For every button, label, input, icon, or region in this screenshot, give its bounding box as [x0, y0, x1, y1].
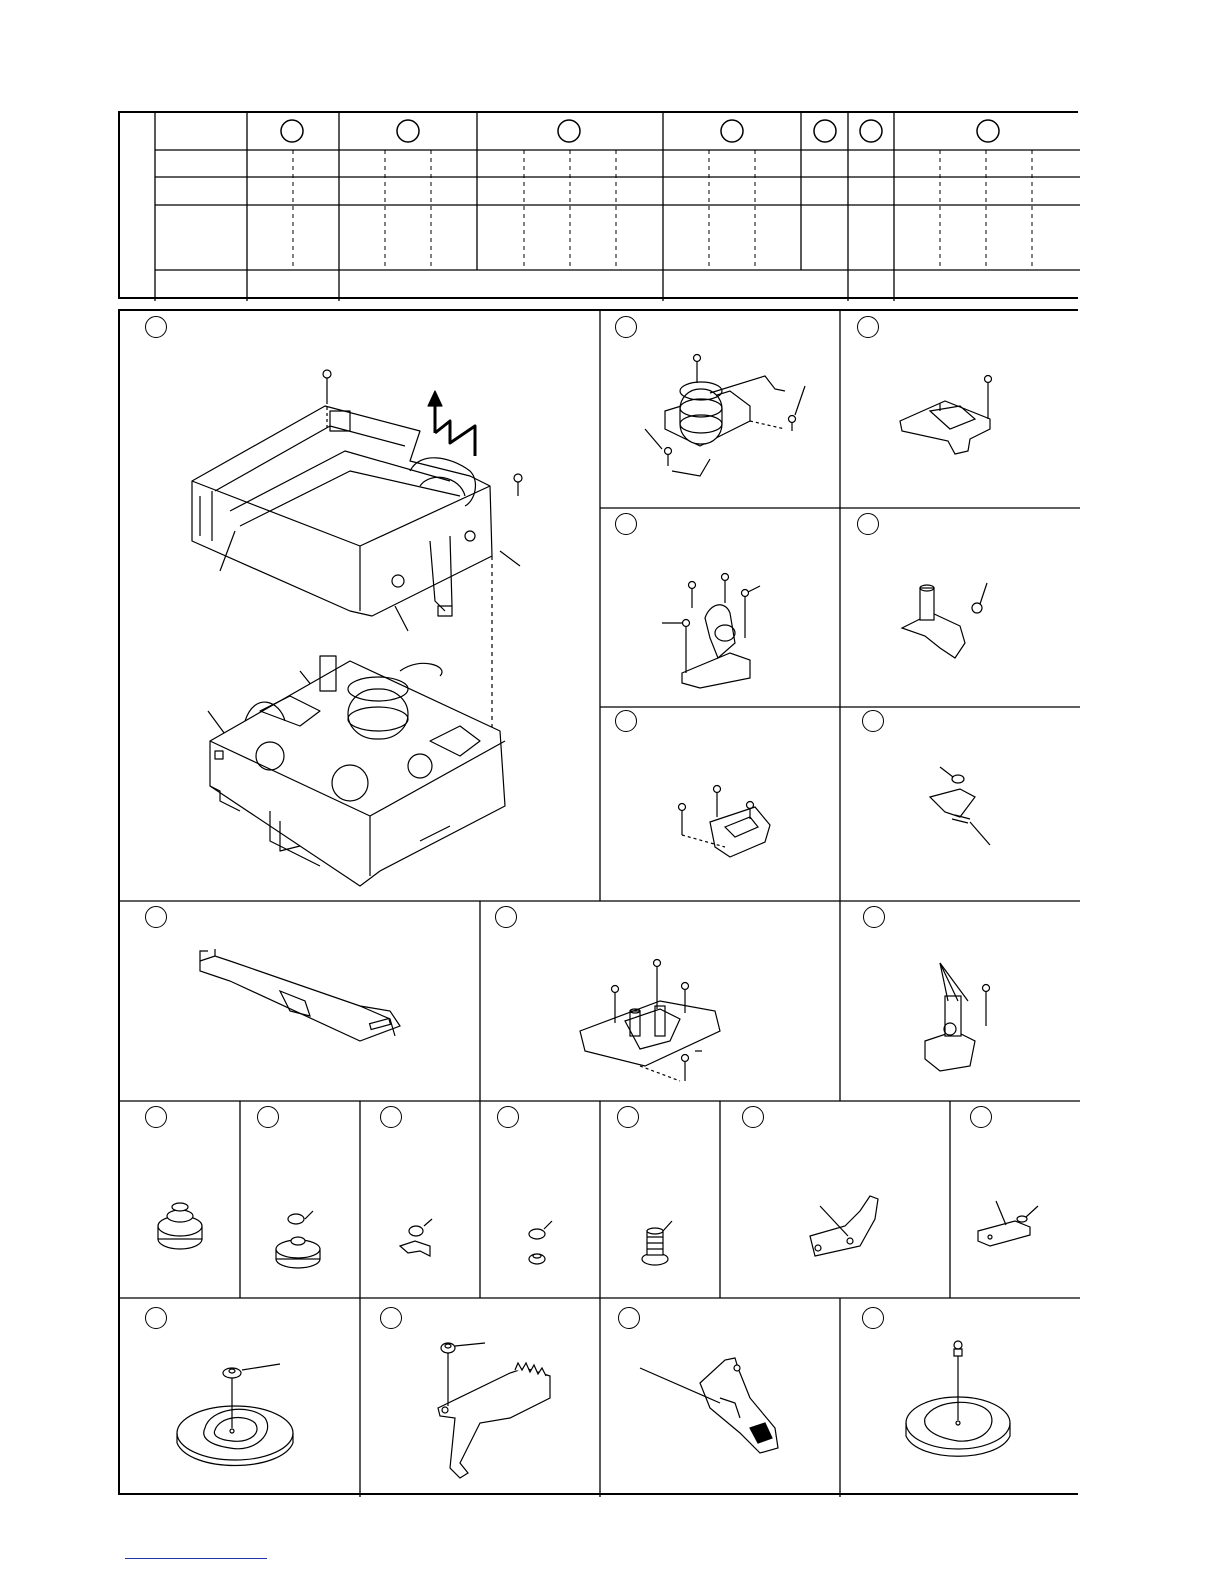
main-cam-illustration [840, 1298, 1080, 1497]
holder-illustration [840, 901, 1080, 1101]
panel-gear-3 [360, 1101, 480, 1298]
panel-lever-a [840, 508, 1080, 707]
panel-gear-4 [480, 1101, 600, 1298]
panel-lever-c [950, 1101, 1080, 1298]
panel-capstan-motor [600, 311, 840, 508]
panel-gear-1 [120, 1101, 240, 1298]
cam-gear-illustration [120, 1298, 360, 1497]
panel-cam-gear [120, 1298, 360, 1497]
panel-rack-arm [360, 1298, 600, 1497]
panel-arm-spring [840, 707, 1080, 901]
arm-spring-illustration [840, 707, 1080, 901]
gear-4-illustration [480, 1101, 600, 1298]
loading-motor-illustration [600, 508, 840, 707]
capstan-motor-illustration [600, 311, 840, 508]
procedure-table-lines [120, 113, 1082, 303]
panel-loading-motor [600, 508, 840, 707]
panel-main-cam [840, 1298, 1080, 1497]
slide-plate-illustration [120, 901, 480, 1101]
panel-gear-block [480, 901, 840, 1101]
bracket-a-illustration [840, 311, 1080, 508]
lever-b-illustration [720, 1101, 950, 1298]
panel-link-plate [600, 1298, 840, 1497]
lever-a-illustration [840, 508, 1080, 707]
link-plate-illustration [600, 1298, 840, 1497]
panel-guide-bracket [600, 707, 840, 901]
panel-lever-b [720, 1101, 950, 1298]
gear-5-illustration [600, 1101, 720, 1298]
lever-c-illustration [950, 1101, 1080, 1298]
main-unit-illustration [120, 311, 600, 901]
rack-arm-illustration [360, 1298, 600, 1497]
panel-main-unit [120, 311, 600, 901]
panel-holder [840, 901, 1080, 1101]
panel-bracket-a [840, 311, 1080, 508]
panel-slide-plate [120, 901, 480, 1101]
gear-3-illustration [360, 1101, 480, 1298]
panel-gear-5 [600, 1101, 720, 1298]
diagram-grid [118, 309, 1078, 1495]
procedure-table [118, 111, 1078, 299]
gear-block-illustration [480, 901, 840, 1101]
footer-rule [125, 1558, 267, 1559]
guide-bracket-illustration [600, 707, 840, 901]
gear-2-illustration [240, 1101, 360, 1298]
panel-gear-2 [240, 1101, 360, 1298]
gear-1-illustration [120, 1101, 240, 1298]
